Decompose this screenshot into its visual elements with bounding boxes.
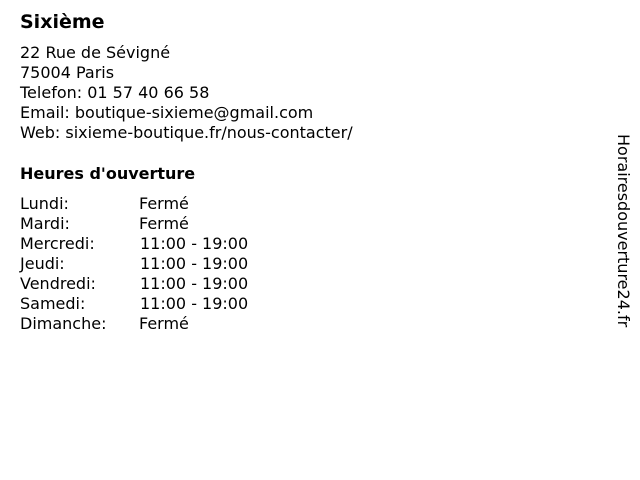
hours-row-wednesday bbox=[20, 234, 248, 254]
day-hours: 11:00 - 19:00 bbox=[140, 274, 249, 293]
contact-details bbox=[20, 43, 353, 143]
website-line: Web: sixieme-boutique.fr/nous-contacter/ bbox=[20, 123, 353, 142]
hours-row-friday bbox=[20, 274, 248, 294]
day-hours: 11:00 - 19:00 bbox=[140, 294, 249, 313]
hours-row-monday bbox=[20, 194, 248, 214]
day-hours: Fermé bbox=[139, 194, 189, 213]
phone-line: Telefon: 01 57 40 66 58 bbox=[20, 83, 210, 102]
site-watermark: Horairesdouverture24.fr bbox=[614, 134, 633, 328]
day-label: Samedi: bbox=[20, 294, 86, 313]
hours-row-thursday bbox=[20, 254, 248, 274]
email-line: Email: boutique-sixieme@gmail.com bbox=[20, 103, 314, 122]
hours-row-sunday bbox=[20, 314, 248, 334]
hours-row-tuesday bbox=[20, 214, 248, 234]
day-label: Mardi: bbox=[20, 214, 70, 233]
address-street: 22 Rue de Sévigné bbox=[20, 43, 171, 62]
day-hours: 11:00 - 19:00 bbox=[140, 234, 249, 253]
store-name: Sixième bbox=[20, 11, 105, 33]
opening-hours-title: Heures d'ouverture bbox=[20, 164, 196, 183]
day-hours: Fermé bbox=[139, 314, 189, 333]
day-label: Jeudi: bbox=[20, 254, 65, 273]
day-label: Vendredi: bbox=[20, 274, 96, 293]
day-label: Dimanche: bbox=[20, 314, 107, 333]
day-hours: Fermé bbox=[139, 214, 189, 233]
hours-row-saturday bbox=[20, 294, 248, 314]
address-city: 75004 Paris bbox=[20, 63, 115, 82]
opening-hours-table bbox=[20, 194, 248, 334]
day-hours: 11:00 - 19:00 bbox=[140, 254, 249, 273]
day-label: Lundi: bbox=[20, 194, 69, 213]
day-label: Mercredi: bbox=[20, 234, 95, 253]
